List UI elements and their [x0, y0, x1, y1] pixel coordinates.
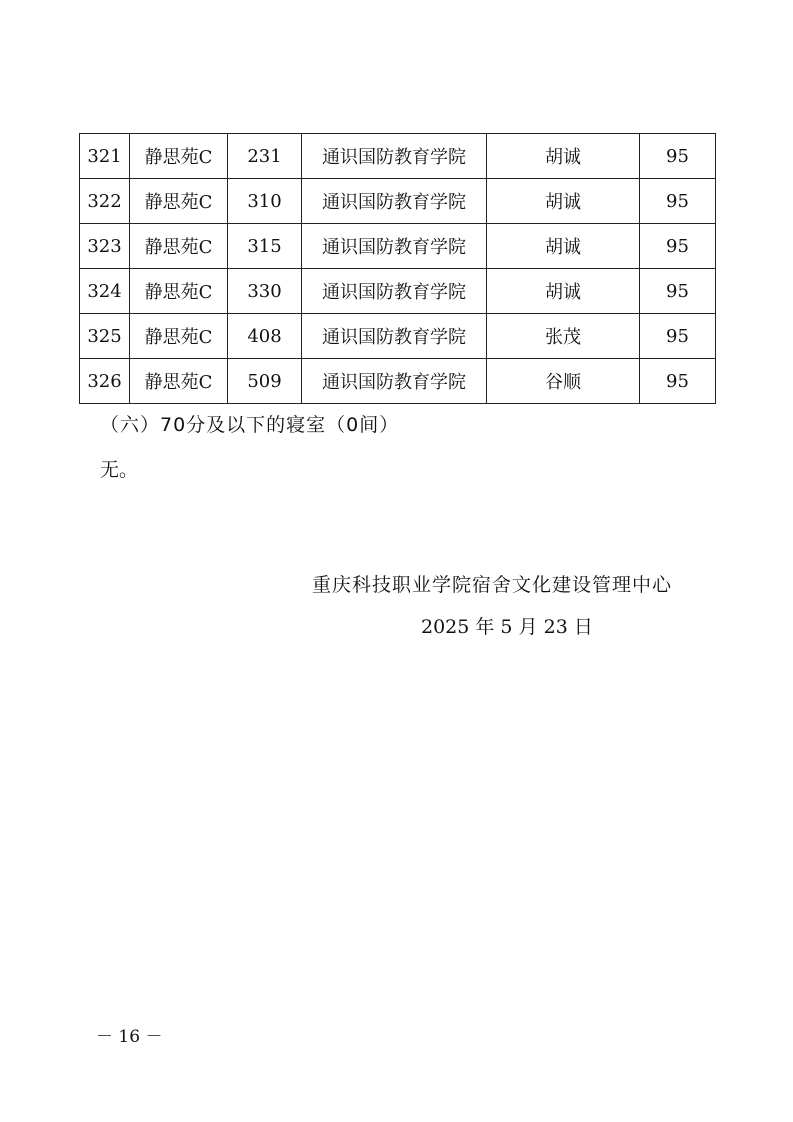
- room-number: 330: [228, 269, 302, 314]
- room-number: 408: [228, 314, 302, 359]
- table-row: [80, 224, 716, 269]
- table-row: [80, 179, 716, 224]
- college: 通识国防教育学院: [302, 314, 487, 359]
- building: 静思苑C: [130, 359, 228, 404]
- room-number: 231: [228, 134, 302, 179]
- signature-organization: 重庆科技职业学院宿舍文化建设管理中心: [312, 574, 673, 596]
- score: 95: [640, 134, 716, 179]
- row-number: 322: [80, 179, 130, 224]
- score: 95: [640, 224, 716, 269]
- dormitory-score-table: [79, 133, 716, 404]
- score: 95: [640, 269, 716, 314]
- person-in-charge: 胡诚: [487, 224, 640, 269]
- building: 静思苑C: [130, 314, 228, 359]
- table-row: [80, 314, 716, 359]
- room-number: 509: [228, 359, 302, 404]
- person-in-charge: 张茂: [487, 314, 640, 359]
- building: 静思苑C: [130, 224, 228, 269]
- college: 通识国防教育学院: [302, 224, 487, 269]
- college: 通识国防教育学院: [302, 134, 487, 179]
- building: 静思苑C: [130, 134, 228, 179]
- table-row: [80, 269, 716, 314]
- section-body: 无。: [100, 459, 139, 481]
- building: 静思苑C: [130, 179, 228, 224]
- row-number: 324: [80, 269, 130, 314]
- row-number: 323: [80, 224, 130, 269]
- college: 通识国防教育学院: [302, 269, 487, 314]
- person-in-charge: 谷顺: [487, 359, 640, 404]
- row-number: 326: [80, 359, 130, 404]
- room-number: 310: [228, 179, 302, 224]
- room-number: 315: [228, 224, 302, 269]
- row-number: 321: [80, 134, 130, 179]
- page-number: － 16 －: [96, 1027, 163, 1047]
- score: 95: [640, 179, 716, 224]
- table-row: [80, 359, 716, 404]
- person-in-charge: 胡诚: [487, 179, 640, 224]
- section-heading: （六）70分及以下的寝室（0间）: [100, 414, 400, 436]
- score: 95: [640, 359, 716, 404]
- score: 95: [640, 314, 716, 359]
- table-row: [80, 134, 716, 179]
- building: 静思苑C: [130, 269, 228, 314]
- college: 通识国防教育学院: [302, 359, 487, 404]
- college: 通识国防教育学院: [302, 179, 487, 224]
- row-number: 325: [80, 314, 130, 359]
- person-in-charge: 胡诚: [487, 134, 640, 179]
- person-in-charge: 胡诚: [487, 269, 640, 314]
- signature-date: 2025 年 5 月 23 日: [421, 616, 593, 638]
